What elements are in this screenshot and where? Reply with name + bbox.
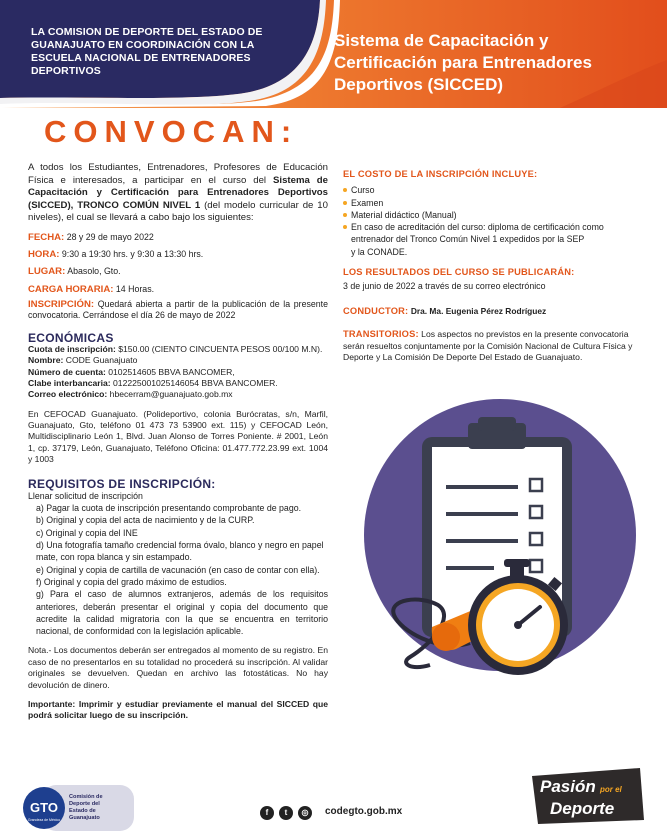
twitter-icon[interactable]: t (279, 806, 293, 820)
gto-logo-text: GTO (30, 800, 58, 815)
gto-logo-sub: Grandeza de México (27, 818, 61, 822)
svg-text:Guanajuato: Guanajuato (69, 815, 100, 821)
svg-text:Estado de: Estado de (69, 808, 96, 814)
importante-paragraph: Importante: Imprimir y estudiar previamente el manual del SICCED que podrá solicitar luego de su inscripción. (28, 699, 328, 721)
lugar-value: Abasolo, Gto. (67, 266, 121, 277)
list-item: f) Original y copia del grado máximo de estudios. (36, 576, 227, 587)
costo-title: EL COSTO DE LA INSCRIPCIÓN INCLUYE: (343, 169, 538, 179)
gto-code-logo (22, 783, 134, 833)
svg-text:Comisión de: Comisión de (69, 794, 103, 800)
conductor-row (343, 305, 638, 317)
transitorios-label: TRANSITORIOS: (343, 328, 419, 339)
list-item: d) Una fotografía tamaño credencial forma óvalo, blanco y negro en papel mate, con ropa blanca y sin estampado. (36, 540, 324, 563)
cuenta-line: Número de cuenta: 0102514605 BBVA BANCOMER, (28, 366, 235, 377)
carga-row (28, 283, 328, 296)
svg-text:por el: por el (600, 785, 622, 794)
list-item-continuation: y la CONADE. (351, 246, 408, 257)
requisitos-list (28, 490, 328, 638)
email-link[interactable]: hbecerram@guanajuato.gob.mx (109, 389, 233, 400)
costo-list (343, 184, 638, 258)
fecha-value: 28 y 29 de mayo 2022 (66, 231, 154, 242)
program-title: Sistema de Capacitación y Certificación para Entrenadores Deportivos (SICCED) (334, 31, 592, 94)
website-link[interactable]: codegto.gob.mx (325, 806, 403, 817)
conductor-label: CONDUCTOR: (343, 305, 409, 316)
transitorios-value: Los aspectos no previstos en la presente convocatoria serán resueltos conjuntamente por la Comisión Nacional de Cultura Física y Deporte y La Comisión De Deporte Del Estado de Guanajuato. (343, 328, 633, 363)
list-item-continuation: entrenador del Tronco Común Nivel 1 expedidos por la SEP (351, 234, 585, 245)
resultados-title: LOS RESULTADOS DEL CURSO SE PUBLICARÁN: (343, 267, 575, 278)
list-item: Examen (343, 197, 638, 209)
economicas-title: ECONÓMICAS (28, 330, 114, 345)
list-item: b) Original y copia del acta de nacimiento y de la CURP. (36, 515, 255, 526)
carga-value: 14 Horas. (115, 283, 155, 294)
list-item: Material didáctico (Manual) (343, 209, 638, 221)
right-column (343, 168, 638, 364)
clipboard-stopwatch-illustration (360, 395, 640, 695)
fecha-label: FECHA: (28, 231, 65, 243)
svg-text:Pasión: Pasión (540, 777, 596, 796)
fecha-row (28, 231, 328, 244)
nombre-line: Nombre: CODE Guanajuato (28, 355, 138, 366)
instagram-icon[interactable]: ◎ (298, 806, 312, 820)
facebook-icon[interactable]: f (260, 806, 274, 820)
clabe-line: Clabe interbancaria: 012225001025146054 BBVA BANCOMER. (28, 378, 278, 389)
intro-paragraph: A todos los Estudiantes, Entrenadores, Profesores de Educación Física e interesados, a participar en el curso del Sistema de Capacitación y Certificación para Entrenadores Deportivos (SICCED), TRONCO COMÚN NIVEL 1 (del modelo curricular de 10 niveles), el cual se llevará a cabo bajo los siguientes: (28, 162, 328, 224)
correo-line: Correo electrónico: hbecerram@guanajuato.gob.mx (28, 389, 233, 400)
convocan-heading: CONVOCAN: (44, 114, 299, 149)
svg-text:Deporte del: Deporte del (69, 801, 100, 807)
hora-row (28, 248, 328, 261)
list-item: Curso (343, 184, 638, 196)
lugar-label: LUGAR: (28, 266, 66, 278)
hora-label: HORA: (28, 249, 60, 261)
lugar-row (28, 265, 328, 278)
organization-name: LA COMISION DE DEPORTE DEL ESTADO DE GUANAJUATO EN COORDINACIÓN CON LA ESCUELA NACIONAL DE ENTRENADORES DEPORTIVOS (31, 26, 263, 77)
social-links (260, 806, 312, 820)
inscripcion-value: Quedará abierta a partir de la publicación de la presente convocatoria. Cerrándose el día 26 de mayo de 2022 (28, 298, 328, 321)
header-banner (0, 0, 667, 108)
nota-paragraph: Nota.- Los documentos deberán ser entregados al momento de su registro. En caso de no presentarlos en su totalidad no procederá su inscripción. Al validar originales se devuelven. Quedan en archivo las fotostáticas. No hay devolución de dinero. (28, 645, 328, 690)
left-column (28, 162, 328, 722)
list-item: a) Pagar la cuota de inscripción presentando comprobante de pago. (36, 503, 302, 514)
list-item: c) Original y copia del INE (36, 527, 138, 538)
inscripcion-label: INSCRIPCIÓN: (28, 298, 95, 310)
conductor-value: Dra. Ma. Eugenia Pérez Rodríguez (410, 305, 547, 316)
carga-label: CARGA HORARIA: (28, 283, 114, 295)
requisitos-intro: Llenar solicitud de inscripción (28, 490, 143, 501)
list-item: g) Para el caso de alumnos extranjeros, además de los requisitos anteriores, deberán presentar el original y copia del documento que acredite la calidad migratoria con la que se encuentra en territorio nacional, de conformidad con la legislación aplicable. (36, 589, 328, 637)
cefocad-paragraph: En CEFOCAD Guanajuato. (Polideportivo, colonia Burócratas, s/n, Marfil, Guanajuato, Gto, teléfono 01 473 73 53900 ext. 115) y CEFOCAD León, Multidisciplinario León 1, Blvd. Juan Alonso de Torres Poniente. # 2001, León 1, cp. 37179, León, Guanajuato, Teléfono Oficina: 01.477.772.23.99 ext. 1004 y 1003 (28, 408, 328, 465)
transitorios-paragraph (343, 329, 638, 364)
svg-text:Deporte: Deporte (550, 799, 615, 818)
cuota-line: Cuota de inscripción: $150.00 (CIENTO CINCUENTA PESOS 00/100 M.N). (28, 344, 323, 355)
list-item: En caso de acreditación del curso: diploma de certificación como (343, 221, 638, 233)
hora-value: 9:30 a 19:30 hrs. y 9:30 a 13:30 hrs. (61, 249, 204, 260)
inscripcion-row (28, 299, 328, 322)
list-item: e) Original y copia de cartilla de vacunación (en caso de contar con ella). (36, 564, 320, 575)
resultados-value: 3 de junio de 2022 a través de su correo electrónico (343, 281, 546, 292)
requisitos-title: REQUISITOS DE INSCRIPCIÓN: (28, 476, 216, 491)
pasion-por-el-deporte-logo (528, 766, 646, 826)
